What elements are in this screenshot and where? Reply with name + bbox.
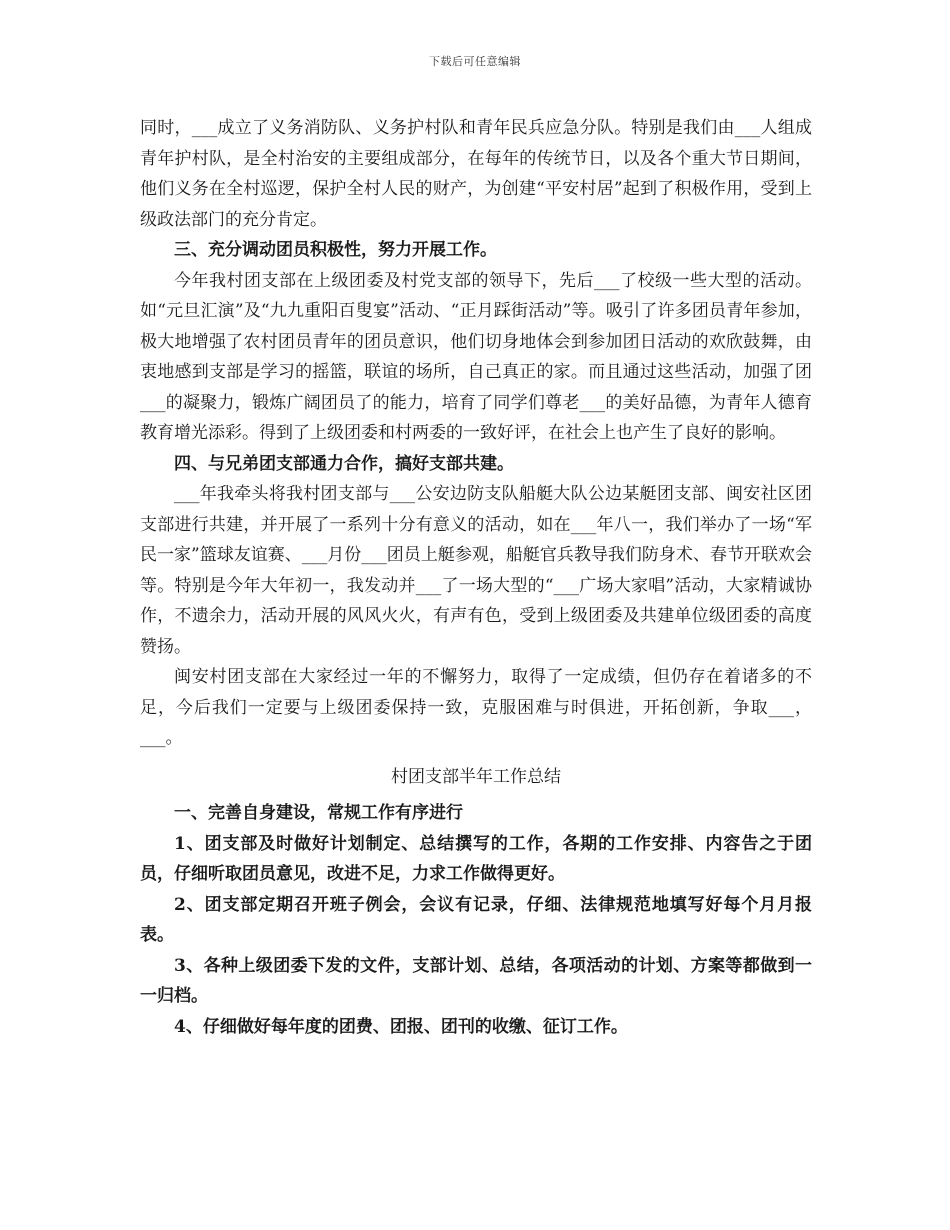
paragraph-cooperation: ___年我牵头将我村团支部与___公安边防支队船艇大队公边某艇团支部、闽安社区团支部进行共建，并开展了一系列十分有意义的活动，如在___年八一，我们举办了一场“军民一家”篮球友谊赛、___月份___团员上艇参观，船艇官兵教导我们防身术、春节开联欢会等。特别是今年大年初一，我发动并___了一场大型的“___广场大家唱”活动，大家精诚协作，不遗余力，活动开展的风风火火，有声有色，受到上级团委及共建单位级团委的高度赞扬。 — [140, 484, 812, 657]
list-item-2: 2、团支部定期召开班子例会，会议有记录，仔细、法律规范地填写好每个月月报表。 — [140, 894, 812, 945]
section-heading-4: 四、与兄弟团支部通力合作，搞好支部共建。 — [174, 453, 514, 474]
section-heading-3: 三、充分调动团员积极性，努力开展工作。 — [174, 240, 497, 260]
paragraph-conclusion: 闽安村团支部在大家经过一年的不懈努力，取得了一定成绩，但仍存在着诸多的不足，今后我们一定要与上级团委保持一致，克服困难与时俱进，开拓创新，争取___，___。 — [140, 667, 812, 748]
list-item-3: 3、各种上级团委下发的文件，支部计划、总结，各项活动的计划、方案等都做到一一归档。 — [140, 955, 812, 1006]
document-title-2: 村团支部半年工作总结 — [391, 766, 561, 787]
document-body — [140, 113, 812, 1042]
section-heading-1: 一、完善自身建设，常规工作有序进行 — [174, 803, 463, 823]
paragraph-militia: 同时，___成立了义务消防队、义务护村队和青年民兵应急分队。特别是我们由___人组成青年护村队，是全村治安的主要组成部分，在每年的传统节日，以及各个重大节日期间，他们义务在全村巡逻，保护全村人民的财产，为创建“平安村居”起到了积极作用，受到上级政法部门的充分肯定。 — [140, 118, 812, 230]
header-note: 下载后可任意编辑 — [429, 55, 521, 68]
list-item-1: 1、团支部及时做好计划制定、总结撰写的工作，各期的工作安排、内容告之于团员，仔细听取团员意见，改进不足，力求工作做得更好。 — [140, 833, 812, 884]
paragraph-activities: 今年我村团支部在上级团委及村党支部的领导下，先后___了校级一些大型的活动。如“元旦汇演”及“九九重阳百叟宴”活动、“正月踩街活动”等。吸引了许多团员青年参加，极大地增强了农村团员青年的团员意识，他们切身地体会到参加团日活动的欢欣鼓舞，由衷地感到支部是学习的摇篮，联谊的场所，自己真正的家。而且通过这些活动，加强了团___的凝聚力，锻炼广阔团员了的能力，培育了同学们尊老___的美好品德，为青年人德育教育增光添彩。得到了上级团委和村两委的一致好评，在社会上也产生了良好的影响。 — [140, 270, 812, 443]
list-item-4: 4、仔细做好每年度的团费、团报、团刊的收缴、征订工作。 — [174, 1016, 628, 1037]
